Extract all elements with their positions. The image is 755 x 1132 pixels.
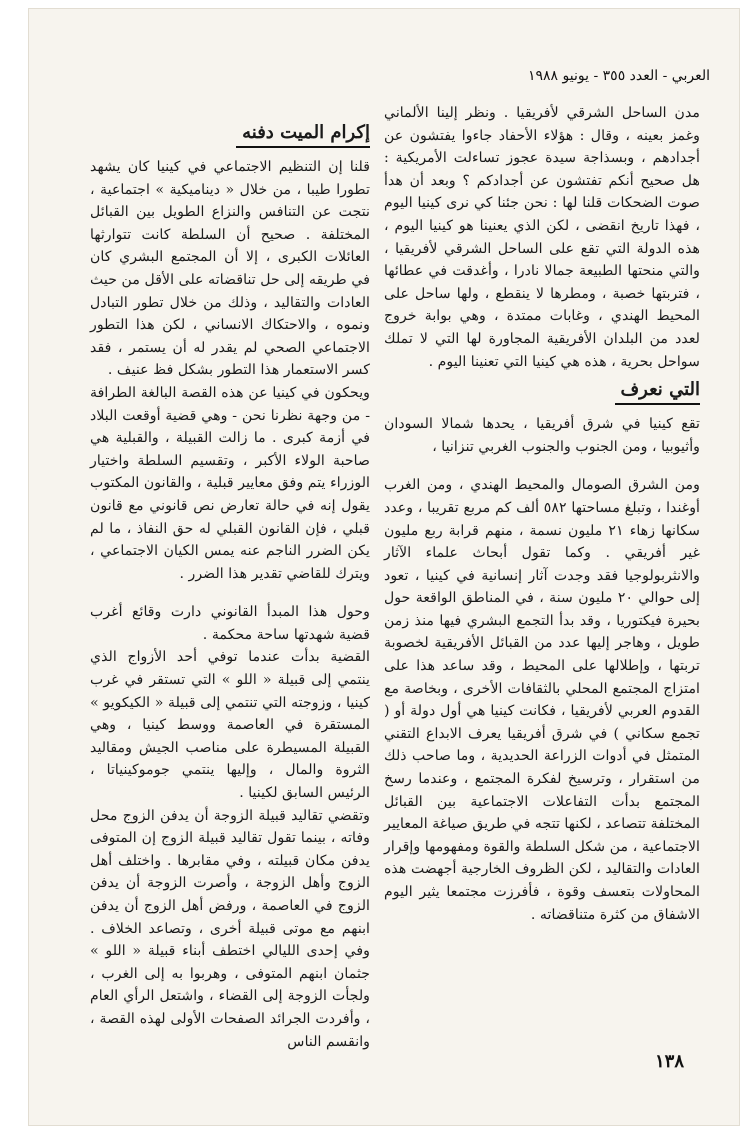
paragraph: وتقضي تقاليد قبيلة الزوجة أن يدفن الزوج محل وفاته ، بينما تقول تقاليد قبيلة الزوج إن المتوفى يدفن مكان قبيلته ، وفي مقابرها . واختلف أهل الزوج وأهل الزوجة ، وأصرت الزوجة أن يدفن الزوج في العاصمة ، ورفض أهل الزوج أن يدفن ابنهم مع موتى قبيلة أخرى ، وتصاعد الخلاف . وفي إحدى الليالي اختطف أبناء قبيلة « اللو » جثمان ابنهم المتوفى ، وهربوا به إلى الغرب ، ولجأت الزوجة إلى القضاء ، واشتعل الرأي العام ، وأفردت الجرائد الصفحات الأولى لهذه القصة ، وانقسم الناس <box>90 807 370 1050</box>
paragraph: القضية بدأت عندما توفي أحد الأزواج الذي ينتمي إلى قبيلة « اللو » التي تستقر في غرب كينيا ، وزوجته التي تنتمي إلى قبيلة « الكيكويو » المستقرة في العاصمة ووسط كينيا ، وهي القبيلة المسيطرة على مناصب الجيش ومقاليد الثروة والمال ، وإليها ينتمي جوموكينياتا ، الرئيس السابق لكينيا . <box>90 649 370 802</box>
paragraph: ومن الشرق الصومال والمحيط الهندي ، ومن الغرب أوغندا ، وتبلغ مساحتها ٥٨٢ ألف كم مربع تقريبا ، وعدد سكانها زهاء ٢١ مليون نسمة ، منهم قرابة ربع مليون غير أفريقي . وكما تقول أبحاث علماء الآثار والانثربولوجيا فقد وجدت آثار إنسانية في كينيا ، تعود إلى حوالي ٢٠ مليون سنة ، في المناطق الواقعة حول بحيرة فيكتوريا ، وقد بدأ التجمع البشري فيها منذ زمن طويل ، وهاجر إليها عدد من القبائل الأفريقية لخصوبة تربتها ، وإطلالها على المحيط ، وقد ساعد هذا على امتزاج المجتمع المحلي بالثقافات الأخرى ، وبخاصة مع القدوم العربي لأفريقيا ، فكانت كينيا هي أول دولة أو ( تجمع سكاني ) في شرق أفريقيا يعرف الابداع التقني المتمثل في أدوات الزراعة الحديدية ، وما صاحب ذلك من استقرار ، وترسيخ لفكرة المجتمع ، وعندما رسخ المجتمع بدأت التفاعلات الاجتماعية بين القبائل المختلفة تتصاعد ، لكنها تتجه في طريق صياغة المعايير الاجتماعية ، من شكل السلطة والقوة ومفهومها وإقرار العادات والتقاليد ، لكن الظروف الخارجية أجهضت هذه المحاولات بتعسف وقوة ، فأفرزت مجتمعا يثير اليوم الاشفاق من كثرة متناقضاته . <box>384 477 700 923</box>
paragraph: ويحكون في كينيا عن هذه القصة البالغة الطرافة - من وجهة نظرنا نحن - وهي قضية أوقعت البلاد في أزمة كبرى . ما زالت القبيلة ، والقبلية هي صاحبة الولاء الأكبر ، وتقسيم السلطة واختيار الوزراء يتم وفق معايير قبلية ، والقانون المكتوب يقول إنه في حالة تعارض نص قانوني مع قانون قبلي ، فإن القانون القبلي له حق النفاذ ، ما لم يكن الضرر الناجم عنه يمس الكيان الاجتماعي ، ويترك للقاضي تقدير هذا الضرر . <box>90 384 370 582</box>
right-column <box>384 102 700 926</box>
magazine-page <box>28 8 740 1126</box>
paragraph: تقع كينيا في شرق أفريقيا ، يحدها شمالا السودان وأثيوبيا ، ومن الجنوب والجنوب الغربي تنزانيا ، <box>384 416 700 455</box>
section-title: التي نعرف <box>615 377 700 405</box>
paragraph: وحول هذا المبدأ القانوني دارت وقائع أغرب قضية شهدتها ساحة محكمة . <box>90 604 370 643</box>
running-header: العربي - العدد ٣٥٥ - يونيو ١٩٨٨ <box>528 68 710 84</box>
left-column <box>90 120 370 1053</box>
paragraph: قلنا إن التنظيم الاجتماعي في كينيا كان يشهد تطورا طيبا ، من خلال « ديناميكية » اجتماعية ، نتجت عن التنافس والنزاع الطويل بين القبائل المختلفة . صحيح أن السلطة كانت تتوارثها العائلات الكبرى ، إلا أن المجتمع البشري كان في طريقه إلى حل تناقضاته على الأقل من حيث العادات والتقاليد ، وذلك من خلال تطور التبادل ونموه ، والاحتكاك الانساني ، لكن هذا التطور الاجتماعي الصحي لم يقدر له أن يستمر ، فقد كسر الاستعمار هذا التطور بشكل فظ عنيف . <box>90 159 370 379</box>
page-number: ١٣٨ <box>654 1051 684 1072</box>
paragraph: مدن الساحل الشرقي لأفريقيا . ونظر إلينا الألماني وغمز بعينه ، وقال : هؤلاء الأحفاد جاءوا يفتشون عن أجدادهم ، وبسذاجة سيدة عجوز تساءلت الأمريكية : هل صحيح أنكم تفتشون عن أجدادكم ؟ وبعد أن هدأ صوت الضحكات قلنا لها : نحن جئنا كي نرى كينيا اليوم ، فهذا تاريخ انقضى ، لكن الذي يعنينا هو كينيا اليوم ، هذه الدولة التي تقع على الساحل الشرقي لأفريقيا ، والتي منحتها الطبيعة جمالا نادرا ، وأغدقت في عطائها ، فتربتها خصبة ، ومطرها لا ينقطع ، ولها ساحل على المحيط الهندي ، وغابات ممتدة ، وهي بوابة خروج لعدد من البلدان الأفريقية المجاورة لها التي لا تملك سواحل بحرية ، هذه هي كينيا التي تعنينا اليوم . <box>384 105 700 370</box>
section-title: إكرام الميت دفنه <box>236 120 370 148</box>
